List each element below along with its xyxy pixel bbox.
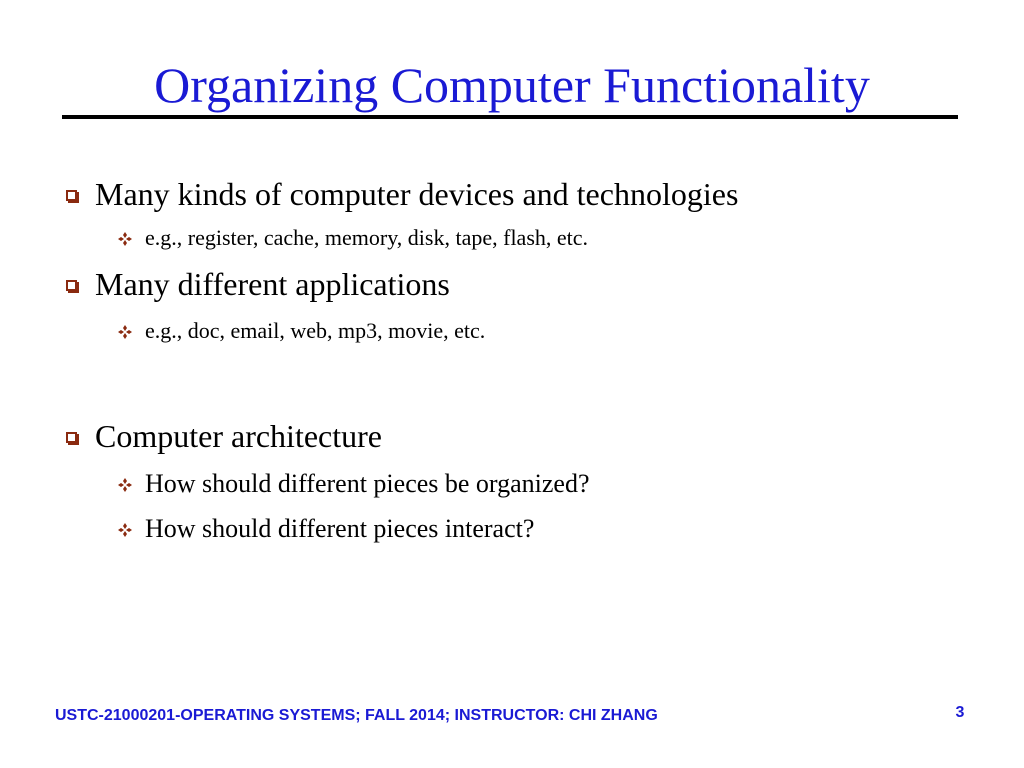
square-bullet-icon xyxy=(66,190,77,201)
sub-bullet-item xyxy=(118,221,588,255)
slide-footer: USTC-21000201-OPERATING SYSTEMS; FALL 2014; INSTRUCTOR: CHI ZHANG xyxy=(55,707,658,724)
sub-bullet-item xyxy=(118,512,534,546)
sub-bullet-text: How should different pieces be organized? xyxy=(145,469,590,498)
square-bullet-icon xyxy=(66,432,77,443)
sub-bullet-text: e.g., doc, email, web, mp3, movie, etc. xyxy=(145,318,486,343)
bullet-text: Many different applications xyxy=(95,265,450,302)
square-bullet-icon xyxy=(66,280,77,291)
sub-bullet-text: How should different pieces interact? xyxy=(145,514,535,543)
diamond-cluster-bullet-icon xyxy=(118,325,132,339)
bullet-text: Many kinds of computer devices and technologies xyxy=(95,175,739,212)
bullet-text: Computer architecture xyxy=(95,417,382,454)
title-underline xyxy=(62,115,958,119)
diamond-cluster-bullet-icon xyxy=(118,478,132,492)
bullet-item xyxy=(66,172,738,216)
sub-bullet-item xyxy=(118,314,485,348)
page-number: 3 xyxy=(955,704,965,721)
bullet-item xyxy=(66,262,450,306)
diamond-cluster-bullet-icon xyxy=(118,232,132,246)
sub-bullet-item xyxy=(118,467,590,501)
sub-bullet-text: e.g., register, cache, memory, disk, tape, flash, etc. xyxy=(145,225,589,250)
bullet-item xyxy=(66,414,382,458)
diamond-cluster-bullet-icon xyxy=(118,523,132,537)
slide-title: Organizing Computer Functionality xyxy=(154,57,870,113)
